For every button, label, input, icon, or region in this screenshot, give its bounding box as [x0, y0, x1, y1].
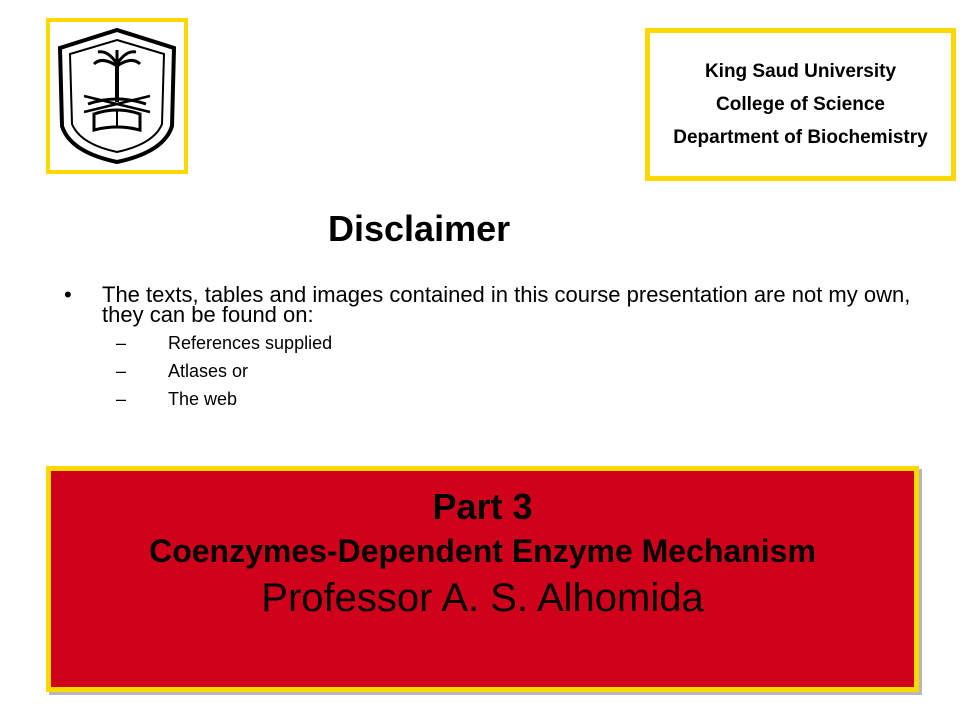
sub-item — [64, 389, 924, 409]
dash-icon: – — [116, 389, 127, 409]
sub-item-text: References supplied — [168, 333, 333, 353]
bullet-item — [64, 282, 924, 327]
disclaimer-list — [64, 282, 924, 409]
bullet-icon: • — [64, 282, 72, 307]
bullet-text: The texts, tables and images contained in this course presentation are not my own, they can be found on: — [102, 282, 911, 327]
sub-item-text: Atlases or — [168, 361, 249, 381]
college-name: College of Science — [716, 94, 885, 115]
university-seal-icon — [54, 26, 180, 166]
university-logo — [46, 18, 188, 174]
author-name: Professor A. S. Alhomida — [261, 576, 704, 620]
sub-item-text: The web — [168, 389, 238, 409]
part-number: Part 3 — [432, 486, 533, 527]
slide-title: Disclaimer — [328, 208, 511, 249]
part-banner — [46, 466, 919, 692]
dash-icon: – — [116, 333, 127, 353]
department-name: Department of Biochemistry — [673, 127, 928, 148]
university-name: King Saud University — [704, 61, 897, 82]
university-info-box — [645, 28, 956, 181]
sub-item — [64, 333, 924, 353]
dash-icon: – — [116, 361, 127, 381]
sub-item — [64, 361, 924, 381]
part-subtitle: Coenzymes-Dependent Enzyme Mechanism — [149, 533, 816, 569]
